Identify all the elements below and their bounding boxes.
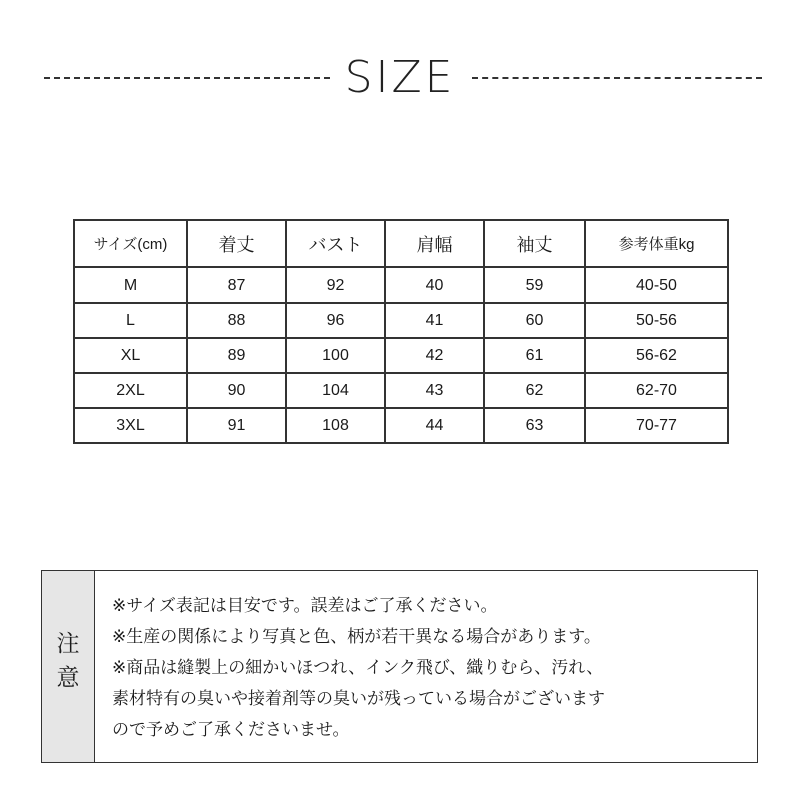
column-header-length: 着丈 bbox=[187, 220, 286, 267]
column-header-bust: バスト bbox=[286, 220, 385, 267]
cell-length: 89 bbox=[187, 338, 286, 373]
cell-sleeve: 63 bbox=[484, 408, 585, 443]
cell-shoulder: 44 bbox=[385, 408, 484, 443]
cell-length: 87 bbox=[187, 267, 286, 303]
notice-line: 素材特有の臭いや接着剤等の臭いが残っている場合がございます bbox=[112, 689, 605, 709]
column-header-shoulder: 肩幅 bbox=[385, 220, 484, 267]
cell-bust: 104 bbox=[286, 373, 385, 408]
column-header-sleeve: 袖丈 bbox=[484, 220, 585, 267]
notice-label-column bbox=[42, 571, 95, 762]
cell-sleeve: 60 bbox=[484, 303, 585, 338]
cell-length: 90 bbox=[187, 373, 286, 408]
cell-length: 88 bbox=[187, 303, 286, 338]
notice-line: ※商品は縫製上の細かいほつれ、インク飛び、織りむら、汚れ、 bbox=[112, 658, 604, 678]
cell-shoulder: 41 bbox=[385, 303, 484, 338]
table-row bbox=[74, 303, 728, 338]
notice-label-char-1: 注 bbox=[56, 631, 80, 657]
cell-weight: 40-50 bbox=[585, 267, 728, 303]
cell-weight: 70-77 bbox=[585, 408, 728, 443]
table-row bbox=[74, 338, 728, 373]
notice-text bbox=[112, 591, 752, 746]
notice-line: ※生産の関係により写真と色、柄が若干異なる場合があります。 bbox=[112, 627, 601, 647]
cell-size: 2XL bbox=[74, 373, 187, 408]
cell-bust: 108 bbox=[286, 408, 385, 443]
cell-bust: 96 bbox=[286, 303, 385, 338]
cell-size: M bbox=[74, 267, 187, 303]
cell-sleeve: 61 bbox=[484, 338, 585, 373]
size-chart-table bbox=[73, 219, 729, 444]
table-row bbox=[74, 373, 728, 408]
cell-sleeve: 59 bbox=[484, 267, 585, 303]
notice-label-char-2: 意 bbox=[56, 665, 80, 691]
page-title: SIZE bbox=[344, 52, 456, 103]
header-dashed-divider-right bbox=[472, 77, 762, 79]
header-dashed-divider-left bbox=[44, 77, 330, 79]
notice-line: ※サイズ表記は目安です。誤差はご了承ください。 bbox=[112, 596, 498, 616]
table-header-row bbox=[74, 220, 728, 267]
cell-bust: 92 bbox=[286, 267, 385, 303]
cell-weight: 56-62 bbox=[585, 338, 728, 373]
cell-shoulder: 42 bbox=[385, 338, 484, 373]
notice-box bbox=[41, 570, 758, 763]
cell-size: L bbox=[74, 303, 187, 338]
notice-label bbox=[42, 627, 94, 695]
cell-bust: 100 bbox=[286, 338, 385, 373]
cell-weight: 50-56 bbox=[585, 303, 728, 338]
table-row bbox=[74, 267, 728, 303]
cell-length: 91 bbox=[187, 408, 286, 443]
cell-sleeve: 62 bbox=[484, 373, 585, 408]
cell-shoulder: 43 bbox=[385, 373, 484, 408]
cell-shoulder: 40 bbox=[385, 267, 484, 303]
size-header bbox=[0, 40, 800, 110]
cell-weight: 62-70 bbox=[585, 373, 728, 408]
notice-line: ので予めご了承くださいませ。 bbox=[112, 720, 350, 740]
column-header-size: サイズ(cm) bbox=[74, 220, 187, 267]
cell-size: XL bbox=[74, 338, 187, 373]
column-header-weight: 参考体重kg bbox=[585, 220, 728, 267]
table-row bbox=[74, 408, 728, 443]
cell-size: 3XL bbox=[74, 408, 187, 443]
